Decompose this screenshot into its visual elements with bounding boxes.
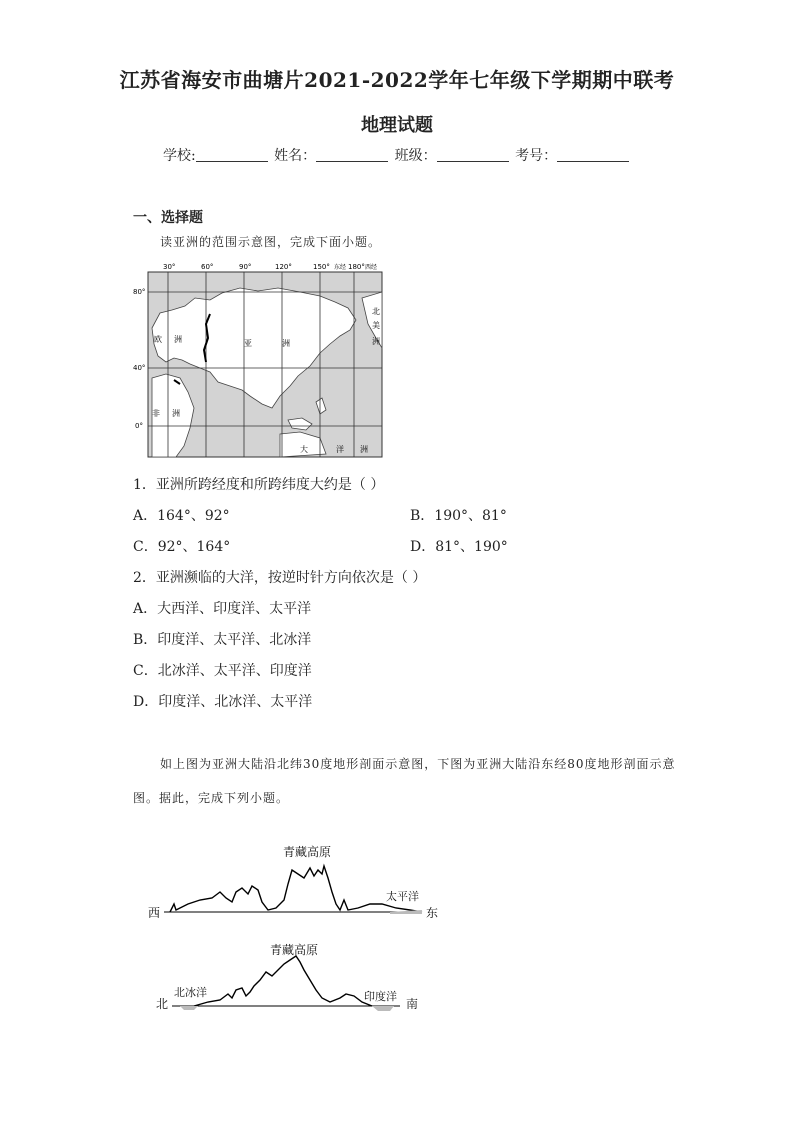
exam-subtitle: 地理试题 (361, 115, 433, 136)
profile-80e-ocean-left-label: 北冰洋 (174, 986, 207, 999)
question-2-option-d[interactable]: D．印度洋、北冰洋、太平洋 (133, 694, 313, 710)
number-blank[interactable] (557, 147, 629, 162)
question-1-option-a[interactable]: A．164°、92° (133, 508, 230, 524)
lon-label-30: 30° (163, 263, 176, 271)
name-label: 姓名： (274, 148, 317, 164)
number-label: 考号： (515, 148, 558, 164)
profile-30n-peak-label: 青藏高原 (283, 845, 332, 859)
lon-label-120: 120° (275, 263, 292, 271)
lon-label-150: 150° (313, 263, 330, 271)
label-oceania-1: 大 (300, 445, 308, 454)
label-asia-2: 洲 (282, 339, 290, 348)
lon-label-180: 180° (348, 263, 365, 271)
profile-80e-north-label: 北 (156, 997, 169, 1011)
profile-30n-east-label: 东 (426, 906, 439, 920)
profile-30n-ocean-label: 太平洋 (386, 890, 419, 903)
name-blank[interactable] (316, 147, 388, 162)
question-1-option-d[interactable]: D．81°、190° (410, 539, 508, 555)
label-na-3: 洲 (372, 337, 380, 346)
label-na-2: 美 (372, 321, 380, 330)
label-na-1: 北 (372, 307, 380, 316)
label-africa-1: 非 (152, 409, 160, 418)
question-1-option-b[interactable]: B．190°、81° (410, 508, 507, 524)
label-europe-1: 欧 (154, 335, 162, 344)
student-info-line (163, 145, 631, 165)
label-oceania-3: 洲 (360, 445, 368, 454)
question-intro: 读亚洲的范围示意图，完成下面小题。 (160, 235, 382, 249)
school-label: 学校: (163, 148, 196, 164)
lon-label-west: 西经 (365, 264, 378, 271)
label-asia-1: 亚 (244, 339, 252, 348)
question-1-stem: 1．亚洲所跨经度和所跨纬度大约是（ ） (133, 477, 385, 493)
question-2-option-a[interactable]: A．大西洋、印度洋、太平洋 (133, 601, 312, 617)
section-heading: 一、选择题 (133, 210, 203, 226)
profile-30n-west-label: 西 (148, 906, 161, 920)
class-blank[interactable] (437, 147, 509, 162)
school-blank[interactable] (196, 147, 268, 162)
lat-label-0: 0° (135, 422, 143, 430)
profile-80e-ocean-right-label: 印度洋 (364, 990, 397, 1003)
question-1-option-c[interactable]: C．92°、164° (133, 539, 231, 555)
profile-intro-paragraph: 如上图为亚洲大陆沿北纬30度地形剖面示意图，下图为亚洲大陆沿东经80度地形剖面示意图。据此，完成下列小题。 (133, 757, 676, 805)
lon-label-east: 东经 (334, 264, 347, 271)
lon-label-90: 90° (239, 263, 252, 271)
class-label: 班级： (394, 148, 437, 164)
label-oceania-2: 洋 (336, 445, 344, 454)
profile-80e-south-label: 南 (406, 997, 419, 1011)
question-2-stem: 2．亚洲濒临的大洋，按逆时针方向依次是（ ） (133, 570, 427, 586)
lon-label-60: 60° (201, 263, 214, 271)
question-2-option-c[interactable]: C．北冰洋、太平洋、印度洋 (133, 663, 312, 679)
question-2-option-b[interactable]: B．印度洋、太平洋、北冰洋 (133, 632, 312, 648)
label-africa-2: 洲 (172, 409, 180, 418)
asia-range-map (130, 258, 390, 460)
lat-label-40: 40° (133, 364, 146, 372)
lat-label-80: 80° (133, 288, 146, 296)
profile-80e-diagram (150, 940, 440, 1022)
profile-80e-peak-label: 青藏高原 (270, 943, 319, 957)
exam-title: 江苏省海安市曲塘片2021-2022学年七年级下学期期中联考 (119, 68, 675, 92)
profile-30n-diagram (140, 838, 450, 924)
label-europe-2: 洲 (174, 335, 182, 344)
